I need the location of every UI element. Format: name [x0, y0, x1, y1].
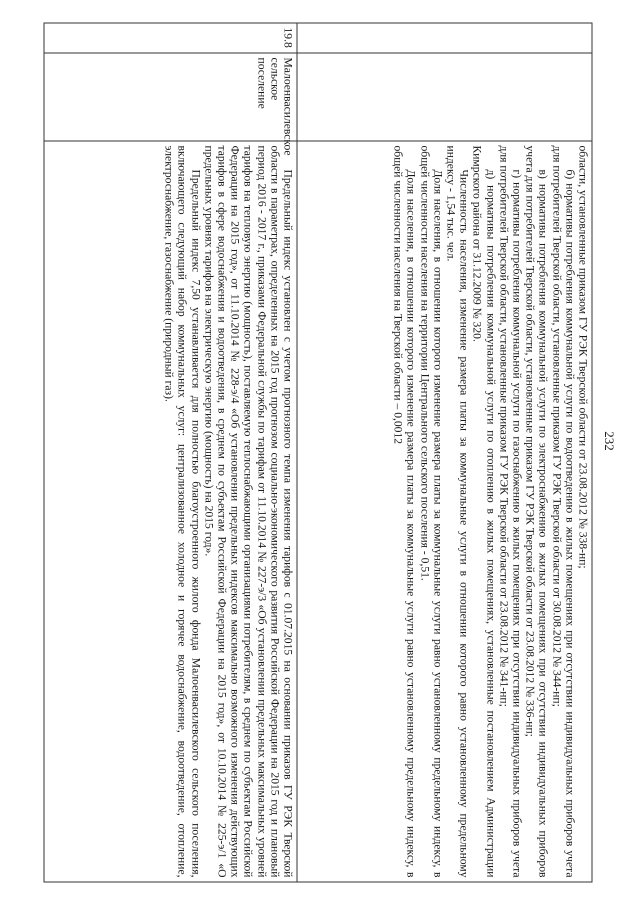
description-cell [44, 141, 297, 882]
paragraph: б) нормативы потребления коммунальной услуги по водоотведению в жилых помещениях при отсутствии индивидуальных приборов учета для потребителей Тверской области, установленные приказом ГУ РЭК Тверской области от 30.08.2012 № 344-нп; [550, 145, 577, 878]
paragraph: в) нормативы потребления коммунальной услуги по электроснабжению в жилых помещениях при отсутствии индивидуальных приборов учета для потребителей Тверской области, установленные приказом ГУ РЭК Тверской области от 23.08.2012 № 336-нп; [523, 145, 550, 878]
paragraph: области, установленные приказом ГУ РЭК Тверской области от 23.08.2012 № 338-нп; [576, 145, 590, 569]
row-number-cell: 19.8 [44, 23, 297, 53]
paragraph: Численность населения, изменение размера платы за коммунальные услуги в отношении которого равно установленному предельному индексу - 1,54 тыс. чел. [444, 145, 471, 878]
paragraph: Доля населения, в отношении которого изменение размера платы за коммунальные услуги равно установленному предельному индексу, в общей численности населения на территории Центрального сельского поселения - 0,51. [418, 145, 445, 878]
paragraph: Предельный индекс 7,50 устанавливается для полностью благоустроенного жилого фонда Малоенвасилевского сельского поселения, включающего следующий набор коммунальных услуг: централизованное холодное и горячее водоснабжение, водоотведение, отопление, электроснабжение, газоснабжение (природный газ). [162, 145, 203, 878]
paragraph: д) нормативы потребления коммунальной услуги по отоплению в жилых помещениях, установленные постановлением Администрации Кимрского района от 31.12.2009 № 320. [470, 145, 498, 878]
paragraph: Предельный индекс установлен с учетом прогнозного темпа изменения тарифов с 01.07.2015 на основании приказов ГУ РЭК Тверской области в параметрах, определенных на 2015 год прогнозом социально-экономического развития Российской Федерации на 2015 год и плановый период 2016 - 2017 г., приказами Федеральной службы по тарифам от 11.10.2014 № 227-э/3 «Об установлении предельных максимальных уровней тарифов на тепловую энергию (мощность), поставляемую теплоснабжающими организациями потребителям, в среднем по субъектам Российской Федерации на 2015 год», от 11.10.2014 № 228-э/4 «Об установлении предельных индексов максимально возможного изменения действующих тарифов в сфере водоснабжения и водоотведения, в среднем по субъектам Российской Федерации на 2015 год», от 10.10.2014 № 225-э/1 «О предельных уровнях тарифов на электрическую энергию (мощность) на 2015 год». [202, 145, 295, 878]
paragraph: Доля населения, в отношении которого изменение размера платы за коммунальные услуги равно установленному предельному индексу, в общей численности населения на Тверской области – 0,0012 [391, 145, 418, 878]
paragraph: г) нормативы потребления коммунальной услуги по газоснабжению в жилых помещениях при отсутствии индивидуальных приборов учета для потребителей Тверской области, установленные приказом ГУ РЭК Тверской области от 23.08.2012 № 341-нп; [497, 145, 524, 878]
settlement-name-cell [297, 53, 592, 141]
rotated-page [48, 23, 593, 883]
description-cell [297, 141, 592, 882]
page-number: 232 [601, 431, 617, 451]
row-number-cell [297, 23, 592, 53]
settlement-name-cell: Малоенвасилевское сельское поселение [44, 53, 297, 141]
indices-table [44, 23, 593, 883]
table-row [297, 23, 592, 882]
table-row [44, 23, 297, 882]
